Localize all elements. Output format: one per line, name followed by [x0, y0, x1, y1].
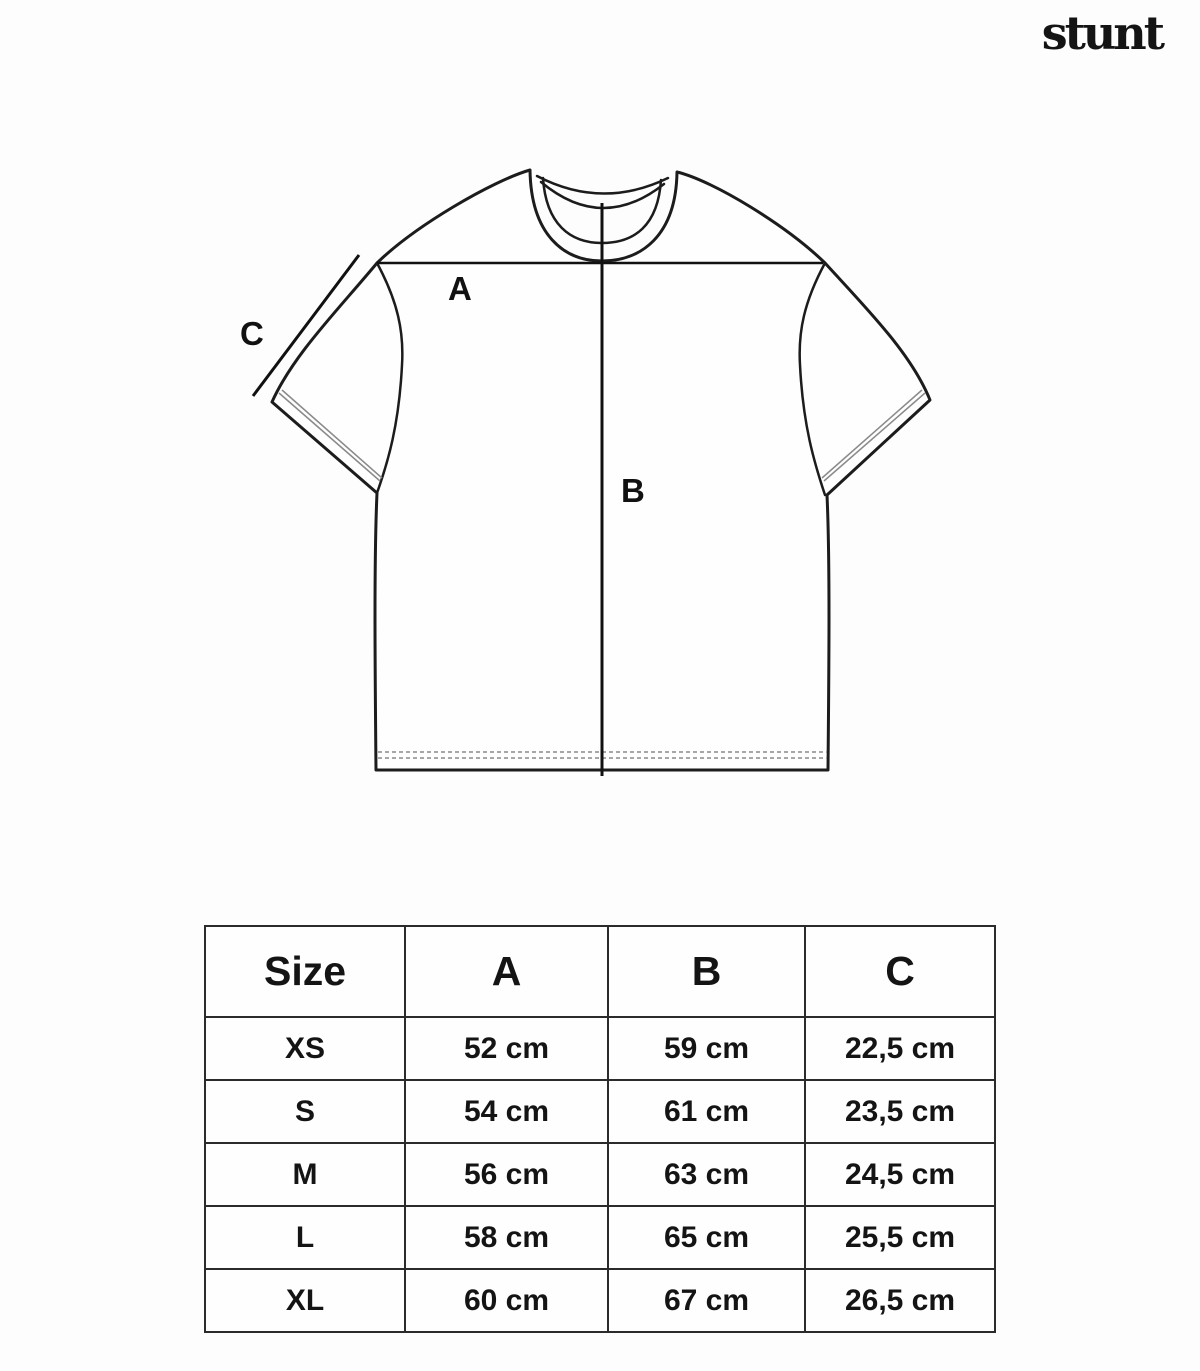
size-cell: L: [205, 1206, 405, 1269]
measurement-cell-b: 59 cm: [608, 1017, 805, 1080]
measurement-cell-a: 56 cm: [405, 1143, 608, 1206]
measurement-cell-b: 61 cm: [608, 1080, 805, 1143]
label-c: C: [240, 315, 264, 352]
measurement-cell-a: 54 cm: [405, 1080, 608, 1143]
back-neck-seam-1: [537, 176, 668, 194]
measurement-cell-b: 63 cm: [608, 1143, 805, 1206]
measurement-cell-a: 58 cm: [405, 1206, 608, 1269]
header-a: A: [405, 926, 608, 1017]
measurement-cell-c: 22,5 cm: [805, 1017, 995, 1080]
measurement-cell-c: 25,5 cm: [805, 1206, 995, 1269]
measurement-cell-b: 67 cm: [608, 1269, 805, 1332]
header-c: C: [805, 926, 995, 1017]
brand-logo: stunt: [1041, 6, 1162, 60]
label-a: A: [448, 270, 472, 307]
table-row-m: [205, 1143, 995, 1206]
size-cell: S: [205, 1080, 405, 1143]
measurement-cell-a: 60 cm: [405, 1269, 608, 1332]
size-cell: M: [205, 1143, 405, 1206]
table-row-xl: [205, 1269, 995, 1332]
measurement-cell-c: 24,5 cm: [805, 1143, 995, 1206]
header-b: B: [608, 926, 805, 1017]
table-row-xs: [205, 1017, 995, 1080]
size-cell: XS: [205, 1017, 405, 1080]
table-row-l: [205, 1206, 995, 1269]
label-b: B: [621, 472, 645, 509]
size-cell: XL: [205, 1269, 405, 1332]
measurement-cell-b: 65 cm: [608, 1206, 805, 1269]
size-table: [204, 925, 996, 1333]
measurement-cell-a: 52 cm: [405, 1017, 608, 1080]
measurement-cell-c: 23,5 cm: [805, 1080, 995, 1143]
measurement-cell-c: 26,5 cm: [805, 1269, 995, 1332]
table-row-s: [205, 1080, 995, 1143]
header-size: Size: [205, 926, 405, 1017]
size-table-header-row: [205, 926, 995, 1017]
